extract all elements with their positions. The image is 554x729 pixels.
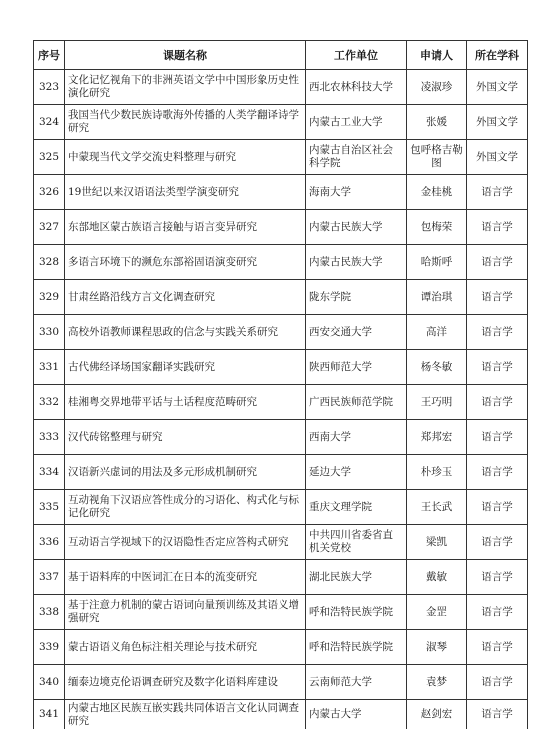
cell-applicant: 朴珍玉 bbox=[407, 455, 467, 490]
header-row bbox=[34, 41, 528, 70]
cell-subject: 语言学 bbox=[467, 245, 528, 280]
cell-no: 336 bbox=[34, 525, 65, 560]
cell-unit: 内蒙古自治区社会科学院 bbox=[306, 140, 407, 175]
cell-unit: 内蒙古工业大学 bbox=[306, 105, 407, 140]
cell-subject: 语言学 bbox=[467, 420, 528, 455]
cell-subject: 语言学 bbox=[467, 595, 528, 630]
cell-subject: 语言学 bbox=[467, 665, 528, 700]
table-row bbox=[34, 630, 528, 665]
table-row bbox=[34, 560, 528, 595]
cell-no: 335 bbox=[34, 490, 65, 525]
cell-no: 333 bbox=[34, 420, 65, 455]
table-row bbox=[34, 385, 528, 420]
cell-subject: 语言学 bbox=[467, 700, 528, 729]
cell-no: 323 bbox=[34, 70, 65, 105]
cell-title: 桂湘粤交界地带平话与土话程度范畴研究 bbox=[65, 385, 306, 420]
cell-unit: 内蒙古大学 bbox=[306, 700, 407, 729]
table-row bbox=[34, 350, 528, 385]
cell-applicant: 袁梦 bbox=[407, 665, 467, 700]
cell-applicant: 赵剑宏 bbox=[407, 700, 467, 729]
table-header bbox=[34, 41, 528, 70]
table-row bbox=[34, 420, 528, 455]
cell-subject: 语言学 bbox=[467, 175, 528, 210]
cell-subject: 语言学 bbox=[467, 315, 528, 350]
cell-applicant: 淑琴 bbox=[407, 630, 467, 665]
cell-subject: 语言学 bbox=[467, 280, 528, 315]
cell-title: 古代佛经译场国家翻译实践研究 bbox=[65, 350, 306, 385]
cell-title: 多语言环境下的濒危东部裕固语演变研究 bbox=[65, 245, 306, 280]
cell-applicant: 金桂桃 bbox=[407, 175, 467, 210]
cell-applicant: 凌淑珍 bbox=[407, 70, 467, 105]
table-row bbox=[34, 665, 528, 700]
cell-title: 甘肃丝路沿线方言文化调查研究 bbox=[65, 280, 306, 315]
cell-no: 339 bbox=[34, 630, 65, 665]
cell-no: 341 bbox=[34, 700, 65, 729]
cell-applicant: 郑邦宏 bbox=[407, 420, 467, 455]
cell-applicant: 杨冬敏 bbox=[407, 350, 467, 385]
cell-applicant: 包梅荣 bbox=[407, 210, 467, 245]
table-row bbox=[34, 210, 528, 245]
project-list-page bbox=[33, 40, 527, 729]
cell-unit: 内蒙古民族大学 bbox=[306, 245, 407, 280]
cell-title: 我国当代少数民族诗歌海外传播的人类学翻译诗学研究 bbox=[65, 105, 306, 140]
cell-unit: 湖北民族大学 bbox=[306, 560, 407, 595]
cell-unit: 内蒙古民族大学 bbox=[306, 210, 407, 245]
cell-title: 基于注意力机制的蒙古语词向量预训练及其语义增强研究 bbox=[65, 595, 306, 630]
cell-applicant: 高洋 bbox=[407, 315, 467, 350]
cell-title: 中蒙现当代文学交流史料整理与研究 bbox=[65, 140, 306, 175]
cell-title: 文化记忆视角下的非洲英语文学中中国形象历史性演化研究 bbox=[65, 70, 306, 105]
table-row bbox=[34, 105, 528, 140]
cell-unit: 呼和浩特民族学院 bbox=[306, 595, 407, 630]
cell-unit: 云南师范大学 bbox=[306, 665, 407, 700]
cell-no: 332 bbox=[34, 385, 65, 420]
cell-applicant: 梁凯 bbox=[407, 525, 467, 560]
cell-unit: 西安交通大学 bbox=[306, 315, 407, 350]
cell-title: 蒙古语语义角色标注相关理论与技术研究 bbox=[65, 630, 306, 665]
cell-subject: 外国文学 bbox=[467, 140, 528, 175]
project-table bbox=[33, 40, 528, 729]
cell-unit: 西南大学 bbox=[306, 420, 407, 455]
table-row bbox=[34, 525, 528, 560]
cell-subject: 语言学 bbox=[467, 385, 528, 420]
cell-title: 19世纪以来汉语语法类型学演变研究 bbox=[65, 175, 306, 210]
cell-applicant: 金罡 bbox=[407, 595, 467, 630]
cell-title: 东部地区蒙古族语言接触与语言变异研究 bbox=[65, 210, 306, 245]
cell-applicant: 哈斯呼 bbox=[407, 245, 467, 280]
cell-no: 334 bbox=[34, 455, 65, 490]
table-body bbox=[34, 70, 528, 729]
cell-title: 基于语料库的中医词汇在日本的流变研究 bbox=[65, 560, 306, 595]
cell-title: 内蒙古地区民族互嵌实践共同体语言文化认同调查研究 bbox=[65, 700, 306, 729]
cell-unit: 陇东学院 bbox=[306, 280, 407, 315]
cell-no: 331 bbox=[34, 350, 65, 385]
header-applicant: 申请人 bbox=[407, 41, 467, 70]
cell-no: 327 bbox=[34, 210, 65, 245]
cell-unit: 重庆文理学院 bbox=[306, 490, 407, 525]
cell-subject: 语言学 bbox=[467, 630, 528, 665]
table-row bbox=[34, 315, 528, 350]
cell-applicant: 王长武 bbox=[407, 490, 467, 525]
cell-unit: 广西民族师范学院 bbox=[306, 385, 407, 420]
cell-no: 330 bbox=[34, 315, 65, 350]
table-row bbox=[34, 700, 528, 729]
header-unit: 工作单位 bbox=[306, 41, 407, 70]
cell-unit: 呼和浩特民族学院 bbox=[306, 630, 407, 665]
cell-no: 325 bbox=[34, 140, 65, 175]
table-row bbox=[34, 70, 528, 105]
cell-subject: 语言学 bbox=[467, 490, 528, 525]
table-row bbox=[34, 595, 528, 630]
cell-applicant: 王巧明 bbox=[407, 385, 467, 420]
cell-applicant: 谭治琪 bbox=[407, 280, 467, 315]
cell-subject: 外国文学 bbox=[467, 70, 528, 105]
table-row bbox=[34, 455, 528, 490]
cell-no: 340 bbox=[34, 665, 65, 700]
table-row bbox=[34, 280, 528, 315]
cell-unit: 延边大学 bbox=[306, 455, 407, 490]
header-no: 序号 bbox=[34, 41, 65, 70]
cell-subject: 外国文学 bbox=[467, 105, 528, 140]
cell-no: 329 bbox=[34, 280, 65, 315]
cell-unit: 中共四川省委省直机关党校 bbox=[306, 525, 407, 560]
cell-no: 328 bbox=[34, 245, 65, 280]
cell-title: 互动视角下汉语应答性成分的习语化、构式化与标记化研究 bbox=[65, 490, 306, 525]
cell-applicant: 包呼格吉勒图 bbox=[407, 140, 467, 175]
cell-no: 338 bbox=[34, 595, 65, 630]
cell-subject: 语言学 bbox=[467, 560, 528, 595]
cell-unit: 海南大学 bbox=[306, 175, 407, 210]
header-title: 课题名称 bbox=[65, 41, 306, 70]
table-row bbox=[34, 175, 528, 210]
cell-unit: 陕西师范大学 bbox=[306, 350, 407, 385]
cell-title: 互动语言学视域下的汉语隐性否定应答构式研究 bbox=[65, 525, 306, 560]
cell-no: 324 bbox=[34, 105, 65, 140]
table-row bbox=[34, 245, 528, 280]
cell-subject: 语言学 bbox=[467, 525, 528, 560]
cell-no: 337 bbox=[34, 560, 65, 595]
cell-subject: 语言学 bbox=[467, 210, 528, 245]
cell-applicant: 张媛 bbox=[407, 105, 467, 140]
cell-title: 缅泰边境克伦语调查研究及数字化语料库建设 bbox=[65, 665, 306, 700]
cell-subject: 语言学 bbox=[467, 350, 528, 385]
cell-unit: 西北农林科技大学 bbox=[306, 70, 407, 105]
cell-subject: 语言学 bbox=[467, 455, 528, 490]
cell-no: 326 bbox=[34, 175, 65, 210]
header-subject: 所在学科 bbox=[467, 41, 528, 70]
cell-title: 汉语新兴虚词的用法及多元形成机制研究 bbox=[65, 455, 306, 490]
table-row bbox=[34, 140, 528, 175]
cell-title: 高校外语教师课程思政的信念与实践关系研究 bbox=[65, 315, 306, 350]
cell-title: 汉代砖铭整理与研究 bbox=[65, 420, 306, 455]
cell-applicant: 戴敏 bbox=[407, 560, 467, 595]
table-row bbox=[34, 490, 528, 525]
